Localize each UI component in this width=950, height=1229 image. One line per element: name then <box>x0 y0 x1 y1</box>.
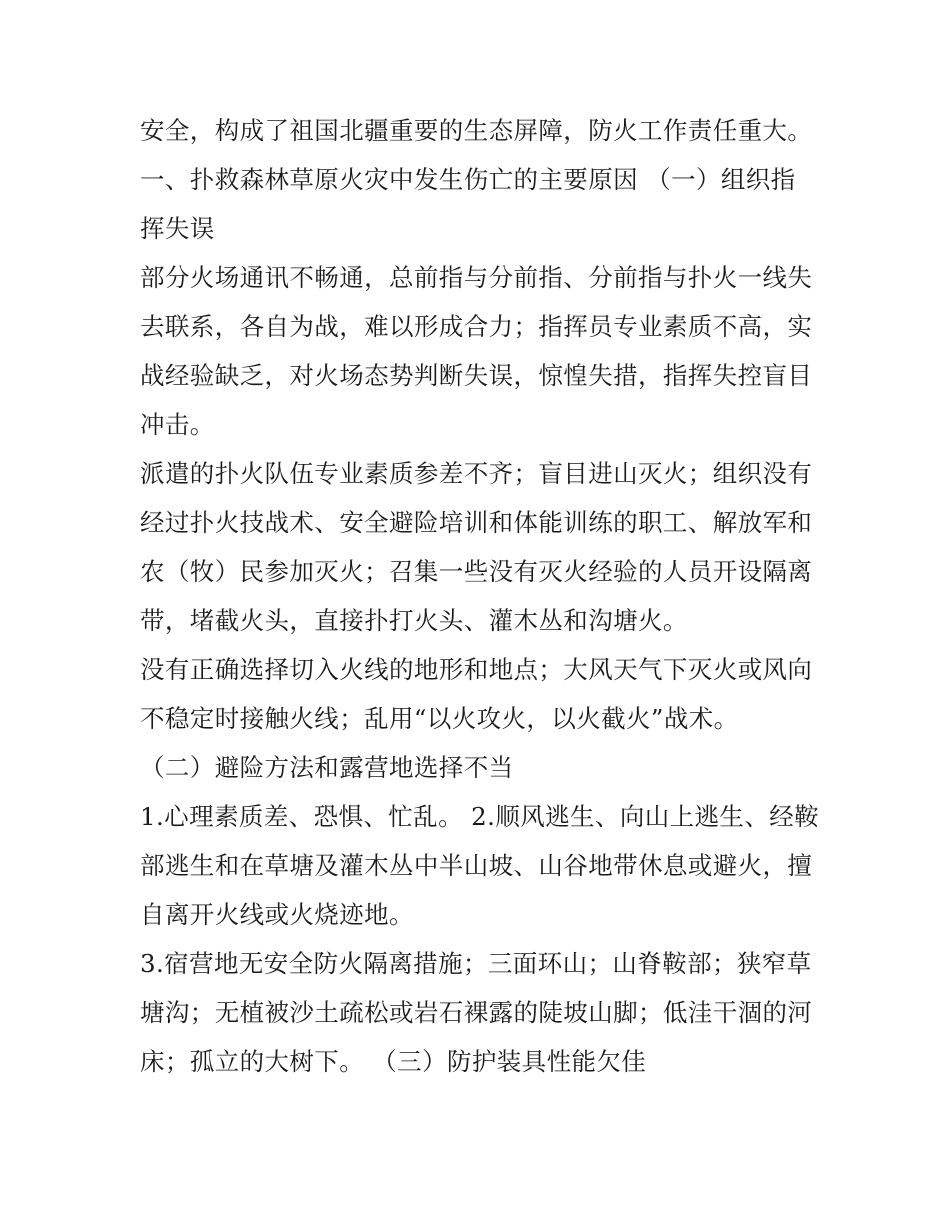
text-line: 部逃生和在草塘及灌木丛中半山坡、山谷地带休息或避火，擅 <box>140 851 813 880</box>
text-line: 去联系，各自为战，难以形成合力；指挥员专业素质不高，实 <box>140 312 813 341</box>
text-line: 挥失误 <box>140 214 215 243</box>
text-line: 1.心理素质差、恐惧、忙乱。 2.顺风逃生、向山上逃生、经鞍 <box>140 802 820 831</box>
text-line: 战经验缺乏，对火场态势判断失误，惊惶失措，指挥失控盲目 <box>140 361 813 390</box>
paragraph-terrain <box>140 645 820 743</box>
section-heading-two <box>140 743 820 792</box>
text-line: 床；孤立的大树下。 （三）防护装具性能欠佳 <box>140 1047 647 1076</box>
paragraph-intro <box>140 106 820 155</box>
text-line: 一、扑救森林草原火灾中发生伤亡的主要原因 （一）组织指 <box>140 165 796 194</box>
text-line: 部分火场通讯不畅通，总前指与分前指、分前指与扑火一线失 <box>140 263 813 292</box>
section-heading-one <box>140 155 820 253</box>
text-line: 没有正确选择切入火线的地形和地点；大风天气下灭火或风向 <box>140 655 813 684</box>
paragraph-communication <box>140 253 820 449</box>
text-line: 安全，构成了祖国北疆重要的生态屏障，防火工作责任重大。 <box>140 116 813 145</box>
paragraph-list-1-2 <box>140 792 820 939</box>
text-line: 冲击。 <box>140 410 215 439</box>
text-line: 塘沟；无植被沙土疏松或岩石裸露的陡坡山脚；低洼干涸的河 <box>140 998 813 1027</box>
text-line: 自离开火线或火烧迹地。 <box>140 900 414 929</box>
text-line: 农（牧）民参加灭火；召集一些没有灭火经验的人员开设隔离 <box>140 557 813 586</box>
text-line: 带，堵截火头，直接扑打火头、灌木丛和沟塘火。 <box>140 606 688 635</box>
document-body <box>140 106 820 1086</box>
paragraph-list-3 <box>140 939 820 1086</box>
text-line: 不稳定时接触火线；乱用“以火攻火，以火截火”战术。 <box>140 704 739 733</box>
paragraph-teams <box>140 449 820 645</box>
text-line: 派遣的扑火队伍专业素质参差不齐；盲目进山灭火；组织没有 <box>140 459 813 488</box>
text-line: （二）避险方法和露营地选择不当 <box>140 753 514 782</box>
text-line: 3.宿营地无安全防火隔离措施；三面环山；山脊鞍部；狭窄草 <box>140 949 812 978</box>
text-line: 经过扑火技战术、安全避险培训和体能训练的职工、解放军和 <box>140 508 813 537</box>
